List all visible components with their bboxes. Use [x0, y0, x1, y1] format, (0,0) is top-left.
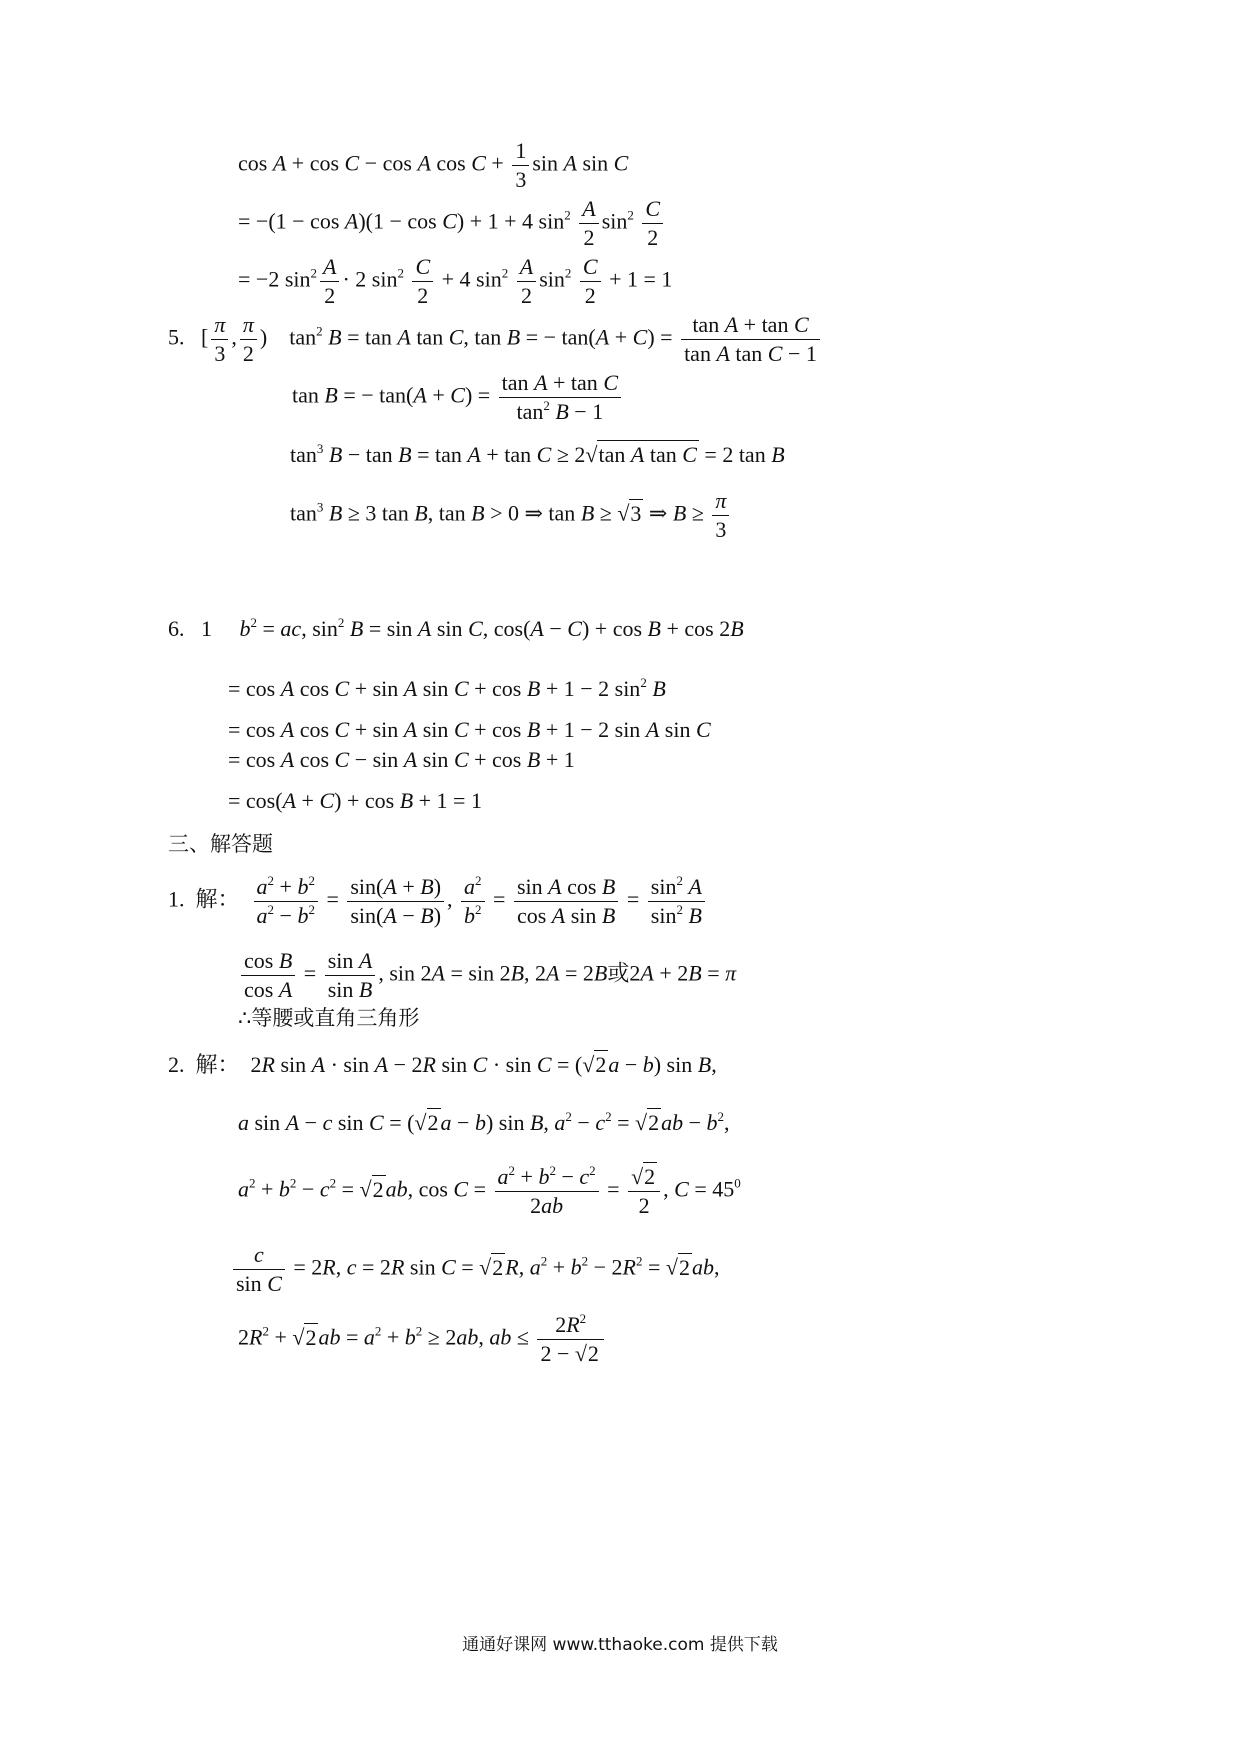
problem-6-line-1: 6. 1 $b^2$ = ac, $\sin^2 B = \sin A$ sin C, cos(A − C) + cos B + cos 2B	[168, 615, 744, 641]
eq-line-2: = −(1 − cos A)(1 − cos C) + 1 + 4 $\sin^2$ $\frac{A}{2}$ $\sin^2$ $\frac{C}{2}$	[238, 198, 666, 249]
problem-6-line-3: = cos A cos C + sin A sin C + cos B + 1 − 2 sin A sin C	[228, 717, 711, 742]
problem-5-line-2: tan B = − tan(A + C) = $\frac{\text{tan A + tan C}}{\tan^2 B - 1}$	[292, 372, 624, 423]
problem-6-line-2: = cos A cos C + sin A sin C + cos B + 1 − 2 $\sin^2 B$	[228, 675, 666, 701]
problem-6-line-5: = cos(A + C) + cos B + 1 = 1	[228, 788, 482, 813]
solution-1-line-1: 1. 解： $\frac{a^2 + b^2}{a^2 - b^2}$ = $\frac{\sin(A + B)}{\sin(A - B)}$ , $\frac{a^2}{b^2}$ = $\frac{\text{sin A cos B}}{\text{cos A sin B}}$ = $\frac{\sin^2 A}{\sin^2 B}$	[168, 876, 708, 927]
solution-2-line-3: $a^2 + b^2 - c^2 = √2ab$, cos C = $\frac{a^2 + b^2 - c^2}{2ab}$ = $\frac{√2}{2}$ , $C = 45^0$	[238, 1163, 741, 1218]
solution-1-label: 解：	[195, 887, 240, 913]
solution-2-number: 2.	[168, 1052, 185, 1077]
solution-2-line-5: $2R^2 + √2ab = a^2 + b^2 \ge 2ab$, ab ≤ $\frac{2R^2}{2 - √2}$	[238, 1314, 607, 1365]
solution-1-conclusion: ∴等腰或直角三角形	[238, 1006, 420, 1030]
problem-5-line-1: 5. [ $\frac{\pi}{3}$ , $\frac{\pi}{2}$ ) $\tan^2 B = \tan A$ tan C, tan B = − tan(A + C) = $\frac{\text{tan A + tan C}}{\text{tan A tan C − 1}}$	[168, 314, 823, 365]
solution-2-line-4: $\frac{c}{\text{sin C}}$ = 2R, c = 2R sin C = √2R, $a^2 + b^2 - 2R^2 = √2ab$,	[230, 1244, 719, 1295]
section-heading: 三、解答题	[168, 832, 273, 856]
solution-1-line-2: $\frac{\text{cos B}}{\text{cos A}}$ = $\frac{\text{sin A}}{\text{sin B}}$ , sin 2A = sin 2B, 2A = 2B或2A + 2B = π	[238, 950, 736, 1001]
problem-6-number: 6.	[168, 616, 185, 641]
page-footer: 通通好课网 www.tthaoke.com 提供下载	[462, 1635, 778, 1655]
solution-2-label: 解：	[195, 1053, 240, 1078]
solution-1-number: 1.	[168, 886, 185, 912]
eq-line-3: = −2 $\sin^2$ $\frac{A}{2}$ · 2 $\sin^2$ $\frac{C}{2}$ + 4 $\sin^2$ $\frac{A}{2}$ $\sin^2$ $\frac{C}{2}$ + 1 = 1	[238, 254, 673, 308]
problem-6-answer: 1	[201, 616, 212, 641]
solution-2-line-2: a sin A − c sin C = (√2a − b) sin B, $a^2 - c^2 = √2ab - b^2$,	[238, 1109, 730, 1135]
eq-line-1: cos A + cos C − cos A cos C + $\frac{1}{3}$ sin A sin C	[238, 138, 629, 192]
problem-5-number: 5.	[168, 324, 185, 350]
problem-5-line-3: $\tan^3 B - \tan B = \tan A + \tan C \ge 2√\tan$ A tan C = 2 tan B	[290, 441, 785, 467]
problem-6-line-4: = cos A cos C − sin A sin C + cos B + 1	[228, 747, 575, 772]
solution-2-line-1: 2. 解： 2R sin A · sin A − 2R sin C · sin C = (√2a − b) sin B,	[168, 1052, 717, 1078]
problem-5-line-4: $\tan^3 B \ge 3$ tan B, tan B > 0 ⇒ tan B ≥ √3 ⇒ B ≥ $\frac{\pi}{3}$	[290, 490, 732, 541]
